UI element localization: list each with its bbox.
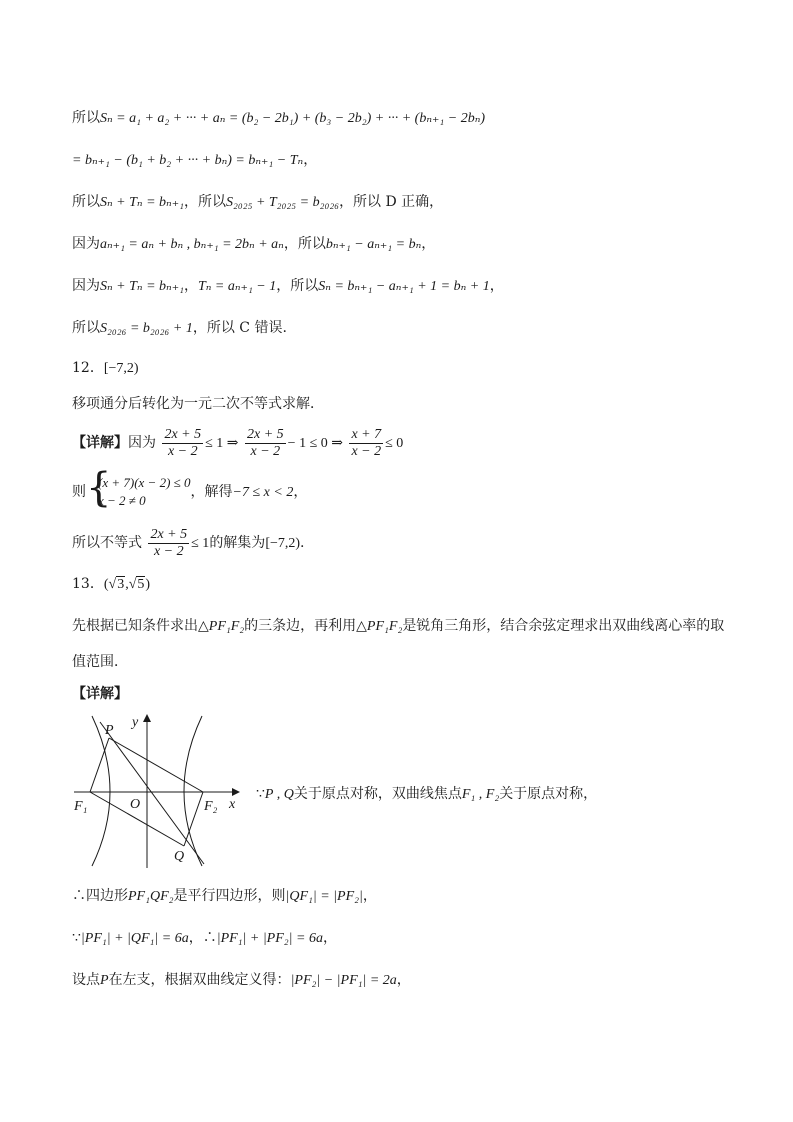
text-comma: ， <box>303 152 318 168</box>
paren: ) <box>145 577 151 592</box>
x-axis-arrow-icon <box>232 788 240 796</box>
fraction-3 <box>349 427 383 460</box>
text: ， <box>293 484 308 500</box>
fraction-1 <box>162 427 203 460</box>
math: △PF₁F₂ <box>198 619 245 634</box>
q13-detail-tag <box>72 684 128 704</box>
fraction-den: x − 2 <box>153 543 184 559</box>
text: 在左支，根据双曲线定义得： <box>108 972 291 988</box>
math: △PF₁F₂ <box>356 619 403 634</box>
math: − 1 ≤ 0 ⇒ <box>287 436 343 451</box>
text: ， <box>489 278 504 294</box>
fraction-4 <box>148 527 189 560</box>
text: ，所以 <box>283 236 326 252</box>
math: −7 ≤ x < 2 <box>232 485 294 500</box>
text: 设点 <box>72 972 100 988</box>
math: S₂₀₂₅ + T₂₀₂₅ = b₂₀₂₆ <box>225 195 340 210</box>
math: bₙ₊₁ − aₙ₊₁ = bₙ <box>325 237 422 252</box>
math: |QF₁| = |PF₂| <box>285 889 363 904</box>
math-sn-sum: Sₙ = a₁ + a₂ + ··· + aₙ = (b₂ − 2b₁) + (b₃ − 2b₂) + ··· + (bₙ₊₁ − 2bₙ) <box>100 111 486 126</box>
math: Sₙ = bₙ₊₁ − aₙ₊₁ + 1 = bₙ + 1 <box>318 279 490 294</box>
answer: [−7,2) <box>103 361 139 376</box>
math: PF₁QF₂ <box>128 889 174 904</box>
math: ≤ 1 <box>191 536 210 551</box>
q12-system <box>72 465 308 511</box>
text: 是平行四边形，则 <box>173 888 286 904</box>
question-number: 13． <box>72 576 104 592</box>
hint-text: 移项通分后转化为一元二次不等式求解． <box>72 396 324 412</box>
text: 先根据已知条件求出 <box>72 618 198 634</box>
text: ， <box>362 888 377 904</box>
line-sn-expansion <box>72 108 485 129</box>
q13-hint-1 <box>72 616 724 637</box>
line-definition <box>72 970 411 991</box>
text: ，所以 C 错误. <box>192 320 287 336</box>
math: P , Q <box>264 787 294 802</box>
math: Sₙ + Tₙ = bₙ₊₁ <box>100 195 184 210</box>
hyperbola-figure <box>72 712 247 870</box>
q13-hint-2 <box>72 652 128 672</box>
text: ， <box>421 236 436 252</box>
detail-tag: 【详解】 <box>72 435 128 451</box>
question-number: 12． <box>72 360 104 376</box>
text-prefix: 所以 <box>72 110 100 126</box>
text: 因为 <box>128 435 156 451</box>
detail-tag: 【详解】 <box>72 686 128 702</box>
text: 关于原点对称，双曲线焦点 <box>293 786 462 802</box>
text: ，所以 <box>183 194 226 210</box>
math-sn-tn: = bₙ₊₁ − (b₁ + b₂ + ··· + bₙ) = bₙ₊₁ − Tₙ <box>72 153 304 168</box>
fraction-num: 2x + 5 <box>247 426 284 442</box>
text: ，解得 <box>190 484 233 500</box>
text: 关于原点对称， <box>499 786 598 802</box>
text: 是锐角三角形，结合余弦定理求出双曲线离心率的取 <box>402 618 725 634</box>
label-q: Q <box>174 849 185 864</box>
diagonal-pq <box>100 722 204 864</box>
hyperbola-left-branch <box>92 716 110 866</box>
answer: [−7,2) <box>265 536 301 551</box>
line-recurrence <box>72 234 435 255</box>
text: 所以不等式 <box>72 535 142 551</box>
math: Tₙ = aₙ₊₁ − 1 <box>197 279 277 294</box>
text: 因为 <box>72 236 100 252</box>
text: ，所以 <box>276 278 319 294</box>
line-d-correct <box>72 192 443 213</box>
text: 的三条边，再利用 <box>244 618 357 634</box>
segment-pf1 <box>90 738 109 792</box>
inequality-system <box>86 465 191 511</box>
system-row: (x + 7)(x − 2) ≤ 0 <box>98 475 191 490</box>
math: |PF₂| − |PF₁| = 2a <box>290 973 397 988</box>
sqrt-value: 5 <box>137 577 145 592</box>
q13-answer <box>72 574 150 595</box>
segment-pf2 <box>109 738 203 792</box>
label-o: O <box>130 797 141 812</box>
q12-hint <box>72 394 324 414</box>
text: ， <box>396 972 411 988</box>
label-x: x <box>229 797 236 812</box>
hyperbola-right-branch <box>184 716 202 866</box>
math: P <box>100 973 109 988</box>
text: 则 <box>72 484 86 500</box>
text: 因为 <box>72 278 100 294</box>
line-parallelogram <box>72 886 377 907</box>
fraction-num: 2x + 5 <box>164 426 202 442</box>
text: 所以 <box>72 320 100 336</box>
math: Sₙ + Tₙ = bₙ₊₁ <box>100 279 184 294</box>
label-p: P <box>105 723 114 738</box>
fraction-num: x + 7 <box>351 426 382 442</box>
sqrt-value: 3 <box>117 577 125 592</box>
math: aₙ₊₁ = aₙ + bₙ , bₙ₊₁ = 2bₙ + aₙ <box>100 237 284 252</box>
line-sn-result <box>72 150 317 171</box>
brace-icon: { <box>86 465 112 511</box>
text: ，所以 D 正确， <box>339 194 444 210</box>
comma: , <box>125 577 129 592</box>
text: ，∴ <box>188 930 217 946</box>
text: ∴四边形 <box>72 888 128 904</box>
q13-symmetry <box>256 784 597 805</box>
label-f1: F₁ <box>74 799 88 814</box>
fraction-2 <box>245 427 286 460</box>
q12-solution-set <box>72 526 305 561</box>
q12-detail <box>72 426 403 461</box>
line-sn-bn <box>72 276 504 297</box>
text: ， <box>183 278 198 294</box>
math: ≤ 1 ⇒ <box>205 436 239 451</box>
text: . <box>300 535 305 551</box>
math: ≤ 0 <box>385 436 404 451</box>
text: 所以 <box>72 194 100 210</box>
text: 值范围． <box>72 654 128 670</box>
paren: ( <box>103 577 109 592</box>
q12-answer <box>72 358 139 379</box>
math: |PF₁| + |PF₂| = 6a <box>216 931 323 946</box>
text: 的解集为 <box>209 535 266 551</box>
math: |PF₁| + |QF₁| = 6a <box>80 931 189 946</box>
text: ∵ <box>72 930 81 946</box>
fraction-num: 2x + 5 <box>150 526 188 542</box>
line-c-wrong <box>72 318 287 339</box>
text: ， <box>322 930 337 946</box>
y-axis-arrow-icon <box>143 714 151 722</box>
line-sum-6a <box>72 928 337 949</box>
answer: (√3,√5) <box>103 577 151 592</box>
math: F₁ , F₂ <box>461 787 500 802</box>
label-f2: F₂ <box>204 799 218 814</box>
fraction-den: x − 2 <box>351 443 382 459</box>
system-row: x − 2 ≠ 0 <box>98 493 146 508</box>
fraction-den: x − 2 <box>250 443 281 459</box>
fraction-den: x − 2 <box>167 443 198 459</box>
label-y: y <box>132 715 139 730</box>
text: ∵ <box>256 786 265 802</box>
math: S₂₀₂₆ = b₂₀₂₆ + 1 <box>100 321 193 336</box>
